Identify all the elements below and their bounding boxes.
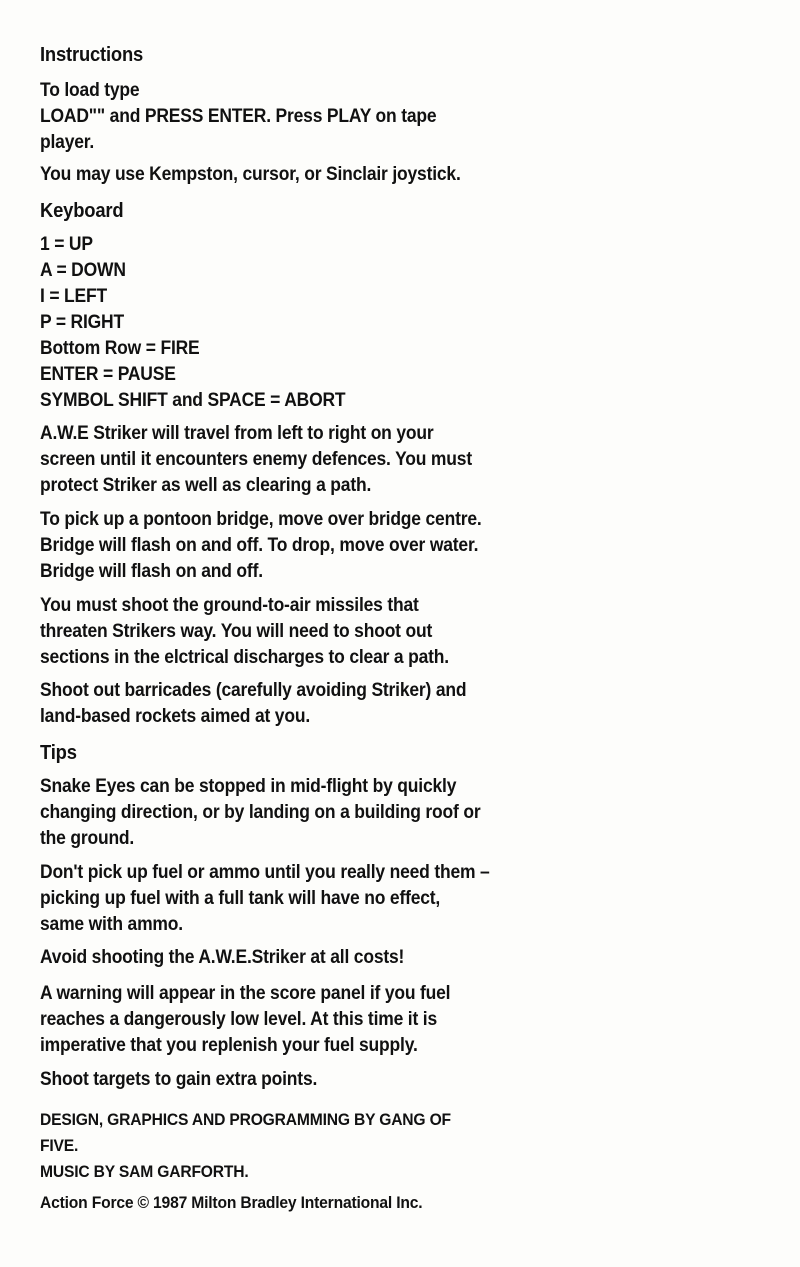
design-credit-line-1: DESIGN, GRAPHICS AND PROGRAMMING BY GANG OF [40,1110,451,1129]
fuel-ammo-line-1: Don't pick up fuel or ammo until you really need them – [40,862,490,883]
missiles-line-2: threaten Strikers way. You will need to shoot out [40,621,433,642]
bridge-paragraph [40,507,509,585]
fuel-ammo-tip [40,860,509,938]
tips-heading: Tips [40,742,77,764]
key-pause: ENTER = PAUSE [40,364,176,385]
joystick-text [40,162,509,188]
snake-eyes-tip [40,774,509,852]
load-instructions [40,78,509,156]
instructions-heading: Instructions [40,44,144,66]
bridge-line-3: Bridge will flash on and off. [40,561,263,582]
warning-line-2: reaches a dangerously low level. At this time it is [40,1009,438,1030]
missiles-line-1: You must shoot the ground-to-air missiles that [40,595,419,616]
striker-line-2: screen until it encounters enemy defences. You must [40,449,472,470]
barricades-paragraph [40,678,509,730]
barricades-line-1: Shoot out barricades (carefully avoiding Striker) and [40,680,467,701]
warning-line-3: imperative that you replenish your fuel supply. [40,1035,418,1056]
joystick-line: You may use Kempston, cursor, or Sinclair joystick. [40,164,461,185]
missiles-paragraph [40,593,509,671]
key-list [40,232,509,414]
striker-line-1: A.W.E Striker will travel from left to right on your [40,423,434,444]
key-abort: SYMBOL SHIFT and SPACE = ABORT [40,390,346,411]
avoid-line: Avoid shooting the A.W.E.Striker at all costs! [40,947,405,968]
striker-paragraph [40,421,509,499]
striker-line-3: protect Striker as well as clearing a path. [40,475,372,496]
avoid-tip [40,945,509,971]
warning-line-1: A warning will appear in the score panel if you fuel [40,983,451,1004]
load-line-2: LOAD"" and PRESS ENTER. Press PLAY on tape [40,106,437,127]
design-credit [40,1107,509,1185]
load-line-1: To load type [40,80,140,101]
snake-eyes-line-2: changing direction, or by landing on a building roof or [40,802,481,823]
bridge-line-2: Bridge will flash on and off. To drop, move over water. [40,535,479,556]
copyright-line: Action Force © 1987 Milton Bradley International Inc. [40,1193,423,1212]
bridge-line-1: To pick up a pontoon bridge, move over bridge centre. [40,509,482,530]
targets-line: Shoot targets to gain extra points. [40,1069,318,1090]
key-right: P = RIGHT [40,312,124,333]
key-down: A = DOWN [40,260,126,281]
design-credit-line-2: FIVE. [40,1136,79,1155]
barricades-line-2: land-based rockets aimed at you. [40,706,311,727]
key-up: 1 = UP [40,234,93,255]
warning-tip [40,981,509,1059]
snake-eyes-line-1: Snake Eyes can be stopped in mid-flight by quickly [40,776,457,797]
targets-tip [40,1067,509,1093]
fuel-ammo-line-3: same with ammo. [40,914,183,935]
music-credit: MUSIC BY SAM GARFORTH. [40,1162,249,1181]
copyright-notice [40,1190,509,1216]
keyboard-heading: Keyboard [40,200,124,222]
key-left: I = LEFT [40,286,108,307]
missiles-line-3: sections in the elctrical discharges to clear a path. [40,647,449,668]
load-line-3: player. [40,132,95,153]
fuel-ammo-line-2: picking up fuel with a full tank will have no effect, [40,888,441,909]
key-fire: Bottom Row = FIRE [40,338,200,359]
snake-eyes-line-3: the ground. [40,828,135,849]
